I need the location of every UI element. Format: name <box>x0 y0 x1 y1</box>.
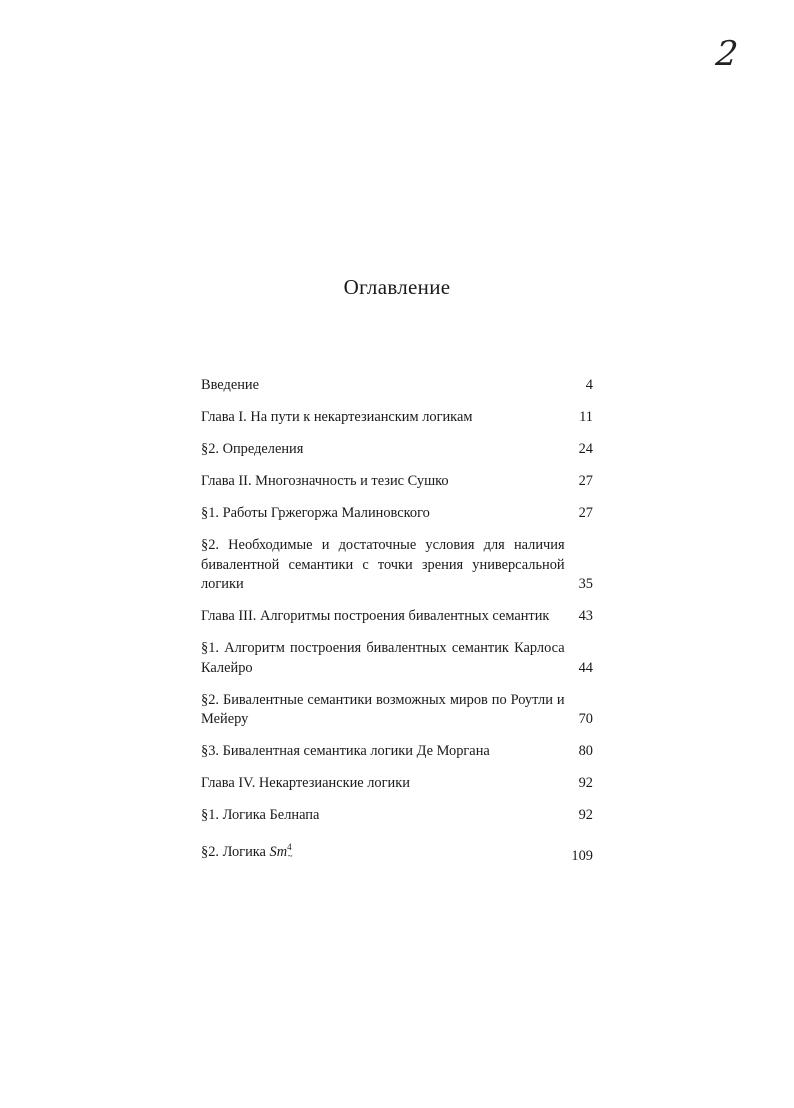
toc-entry-title: §2. Бивалентные семантики возможных миров по Роутли и Мейеру <box>201 691 565 728</box>
toc-entry-chapter-2-section-2[interactable] <box>201 536 593 595</box>
toc-entry-chapter-4-section-1[interactable] <box>201 806 593 826</box>
toc-entry-page: 4 <box>585 377 593 393</box>
toc-entry-title: §1. Работы Гржегоржа Малиновского <box>201 504 430 521</box>
formula-subscript: ~ <box>287 851 293 862</box>
toc-entry-page: 11 <box>579 408 593 425</box>
toc-entry-page: 24 <box>578 440 593 457</box>
formula-superscript: 4 <box>287 842 292 853</box>
toc-entry-title: Глава I. На пути к некартезианским логикам <box>201 408 473 425</box>
toc-entry-page: 35 <box>578 576 593 593</box>
toc-entry-page: 92 <box>578 807 593 824</box>
toc-entry-page: 44 <box>578 659 593 676</box>
toc-entry-title: Глава IV. Некартезианские логики <box>201 775 410 792</box>
formula-sm4 <box>270 844 293 860</box>
toc-entry-title: §2. Определения <box>201 440 304 457</box>
toc-entry-chapter-1-section-2[interactable] <box>201 440 593 460</box>
toc-entry-chapter-4[interactable] <box>201 774 593 794</box>
toc-entry-chapter-3-section-2[interactable] <box>201 691 593 730</box>
toc-entry-title-with-formula <box>201 838 571 867</box>
toc-entry-page: 80 <box>578 743 593 760</box>
toc-entry-chapter-4-section-2[interactable] <box>201 838 593 867</box>
toc-entry-title: Введение <box>201 377 260 393</box>
toc-entry-chapter-2[interactable] <box>201 472 593 492</box>
toc-entry-page: 92 <box>578 775 593 792</box>
toc-entry-title: §2. Необходимые и достаточные условия для наличия бивалентной семантики с точки зрения универсальной логики <box>201 536 565 593</box>
toc-entry-title-text: §2. Логика <box>201 844 270 861</box>
toc-entry-title: §1. Алгоритм построения бивалентных семантик Карлоса Калейро <box>201 640 565 676</box>
handwritten-page-number: 2 <box>713 34 740 74</box>
toc-entry-chapter-3[interactable] <box>201 607 593 627</box>
toc-entry-title: Глава III. Алгоритмы построения бивалентных семантик <box>201 608 550 625</box>
toc-entry-page: 43 <box>578 608 593 625</box>
formula-base: Sm <box>269 844 288 861</box>
toc-entry-chapter-2-section-1[interactable] <box>201 504 593 524</box>
table-of-contents <box>201 376 593 879</box>
toc-entry-title: Глава II. Многозначность и тезис Сушко <box>201 472 449 489</box>
toc-entry-introduction[interactable] <box>201 376 593 396</box>
toc-entry-chapter-3-section-3[interactable] <box>201 742 593 762</box>
toc-title: Оглавление <box>343 275 451 299</box>
toc-entry-page: 109 <box>571 848 593 865</box>
toc-entry-chapter-1[interactable] <box>201 408 593 428</box>
toc-entry-page: 27 <box>578 504 593 521</box>
toc-entry-title: §3. Бивалентная семантика логики Де Моргана <box>201 743 490 760</box>
toc-entry-page: 70 <box>578 711 593 728</box>
toc-entry-title: §1. Логика Белнапа <box>201 807 320 824</box>
toc-entry-page: 27 <box>578 472 593 489</box>
toc-entry-chapter-3-section-1[interactable] <box>201 639 593 678</box>
